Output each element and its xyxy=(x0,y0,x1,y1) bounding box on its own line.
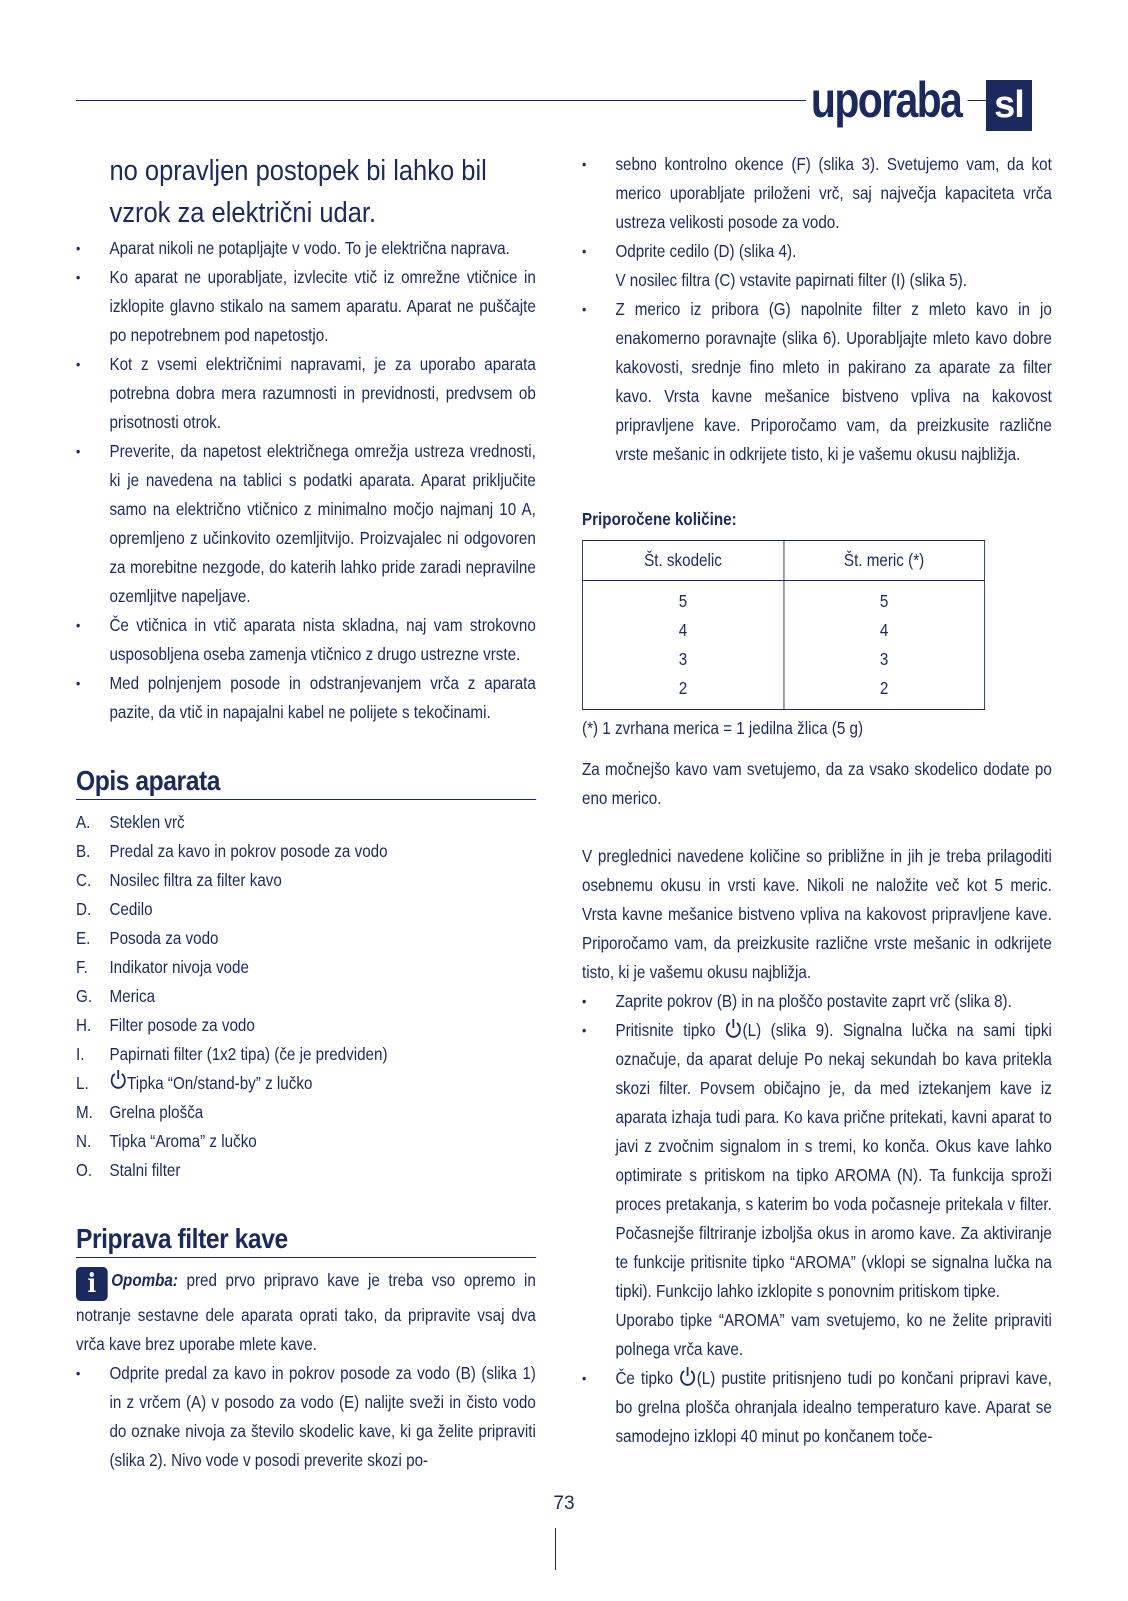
list-item: G. Merica xyxy=(76,986,156,1006)
list-item: N. Tipka “Aroma” z lučko xyxy=(76,1131,257,1151)
list-item: D. Cedilo xyxy=(76,899,153,919)
list-item: • Preverite, da napetost električnega omrežja ustreza vrednosti, ki je navedena na tablici s podatki aparata. Aparat priključite samo na električno vtičnico z minimalno močjo najmanj 10 A, opremljeno z učinkovito ozemljitvijo. Proizvajalec ni odgovoren za morebitne nezgode, do katerih lahko pride zaradi nepravilne ozemljitve napeljave. xyxy=(76,437,536,611)
list-item: • Z merico iz pribora (G) napolnite filter z mleto kavo in jo enakomerno poravnajte (slika 6). Uporabljajte mleto kavo dobre kakovosti, srednje fino mleto in pakirano za aparate za filter kavo. Vrsta kavne mešanice bistveno vpliva na kakovost pripravljene kave. Priporočamo vam, da preizkusite različne vrste mešanic in odkrijete tisto, ki je vašemu okusu najbližja. xyxy=(582,295,1052,469)
list-item: • Aparat nikoli ne potapljajte v vodo. To je električna naprava. xyxy=(76,234,536,263)
list-item-continued: • sebno kontrolno okence (F) (slika 3). Svetujemo vam, da kot merico uporabljate priloženi vrč, saj največja kapaciteta vrča ustreza velikosti posode za vodo. xyxy=(582,150,1052,237)
page-number-rule xyxy=(555,1528,556,1570)
list-item: A. Steklen vrč xyxy=(76,812,185,832)
table-title: Priporočene količine: xyxy=(582,509,737,529)
power-icon xyxy=(679,1366,697,1388)
right-column xyxy=(582,150,1052,1451)
section-title: uporaba xyxy=(806,70,968,130)
steps-list-continued xyxy=(582,150,1052,469)
list-item: • Zaprite pokrov (B) in na ploščo postavite zaprt vrč (slika 8). xyxy=(582,987,1052,1016)
safety-list xyxy=(76,234,536,727)
list-item: H. Filter posode za vodo xyxy=(76,1015,255,1035)
table-row xyxy=(582,581,984,710)
list-item: • Ko aparat ne uporabljate, izvlecite vtič iz omrežne vtičnice in izklopite glavno stikalo na samem aparatu. Aparat ne puščajte po nepotrebnem pod napetostjo. xyxy=(76,263,536,350)
power-icon xyxy=(109,1069,127,1091)
paragraph: Za močnejšo kavo vam svetujemo, da za vsako skodelico dodate po eno merico. xyxy=(582,759,1052,808)
left-column xyxy=(76,150,536,1475)
note-text: pred prvo pripravo kave je treba vso opremo in notranje sestavne dele aparata oprati tako, da pripravite vsaj dva vrča kave brez uporabe mlete kave. xyxy=(76,1270,536,1354)
list-item: B. Predal za kavo in pokrov posode za vodo xyxy=(76,841,388,861)
steps-list xyxy=(76,1359,536,1475)
table-header: Št. meric (*) xyxy=(784,541,985,581)
info-icon: i xyxy=(76,1267,108,1301)
heading-priprava: Priprava filter kave xyxy=(76,1221,536,1258)
heading-opis-aparata: Opis aparata xyxy=(76,763,536,800)
power-icon xyxy=(725,1018,743,1040)
list-item: • Če vtičnica in vtič aparata nista skladna, naj vam strokovno usposobljena oseba zamenja vtičnico z drugo ustrezne vrste. xyxy=(76,611,536,669)
paragraph: V preglednici navedene količine so približne in jih je treba prilagoditi osebnemu okusu in vrsti kave. Nikoli ne naložite več kot 5 meric. Vrsta kavne mešanice bistveno vpliva na kakovost pripravljene kave. Priporočamo vam, da preizkusite različne vrste mešanic in odkrijete tisto, ki je vašemu okusu najbližja. xyxy=(582,846,1052,982)
note xyxy=(76,1266,536,1359)
steps-list-2 xyxy=(582,987,1052,1451)
note-label: Opomba: xyxy=(111,1270,178,1290)
list-item: • Če tipko (L) pustite pritisnjeno tudi po končani pripravi kave, bo grelna plošča ohranjala idealno temperaturo kave. Aparat se samodejno izklopi 40 minut po končanem toče- xyxy=(582,1364,1052,1451)
table-cell: 5 4 3 2 xyxy=(784,581,985,710)
language-badge: sl xyxy=(986,80,1032,131)
table-header: Št. skodelic xyxy=(582,541,783,581)
list-item: F. Indikator nivoja vode xyxy=(76,957,249,977)
table-footnote: (*) 1 zvrhana merica = 1 jedilna žlica (5 g) xyxy=(582,718,864,738)
list-item: • Odprite predal za kavo in pokrov posode za vodo (B) (slika 1) in z vrčem (A) v posodo za vodo (E) nalijte sveži in čisto vodo do oznake nivoja za število skodelic kave, ki ga želite pripraviti (slika 2). Nivo vode v posodi preverite skozi po- xyxy=(76,1359,536,1475)
quantities-table xyxy=(582,540,985,710)
list-item: • Kot z vsemi električnimi napravami, je za uporabo aparata potrebna dobra mera razumnosti in previdnosti, predvsem ob prisotnosti otrok. xyxy=(76,350,536,437)
list-item: C. Nosilec filtra za filter kavo xyxy=(76,870,282,890)
list-item: L. Tipka “On/stand-by” z lučko xyxy=(76,1069,536,1098)
list-item: • Odprite cedilo (D) (slika 4). V nosilec filtra (C) vstavite papirnati filter (I) (slika 5). xyxy=(582,237,1052,295)
list-item: O. Stalni filter xyxy=(76,1160,181,1180)
page-number: 73 xyxy=(553,1493,575,1514)
table-cell: 5 4 3 2 xyxy=(582,581,783,710)
parts-list xyxy=(76,808,536,1185)
intro-warning: no opravljen postopek bi lahko bil vzrok za električni udar. xyxy=(109,155,487,229)
list-item: E. Posoda za vodo xyxy=(76,928,219,948)
list-item: I. Papirnati filter (1x2 tipa) (če je predviden) xyxy=(76,1044,388,1064)
list-item: • Pritisnite tipko (L) (slika 9). Signalna lučka na sami tipki označuje, da aparat deluje Po nekaj sekundah bo kava pritekla skozi filter. Povsem običajno je, da med iztekanjem kave iz aparata izhaja tudi para. Ko kava prične pritekati, kavni aparat to javi z zvočnim signalom in s tremi, ko konča. Okus kave lahko optimirate s pritiskom na tipko AROMA (N). Ta funkcija sproži proces pretakanja, s katerim bo voda počasneje pritekala v filter. Počasnejše filtriranje izboljša okus in aromo kave. Za aktiviranje te funkcije pritisnite tipko “AROMA” (vklopi se signalna lučka na tipki). Funkcijo lahko izklopite s ponovnim pritiskom tipke. Uporabo tipke “AROMA” vam svetujemo, ko ne želite pripraviti polnega vrča kave. xyxy=(582,1016,1052,1364)
list-item: M. Grelna plošča xyxy=(76,1102,204,1122)
list-item: • Med polnjenjem posode in odstranjevanjem vrča z aparata pazite, da vtič in napajalni kabel ne polijete s tekočinami. xyxy=(76,669,536,727)
